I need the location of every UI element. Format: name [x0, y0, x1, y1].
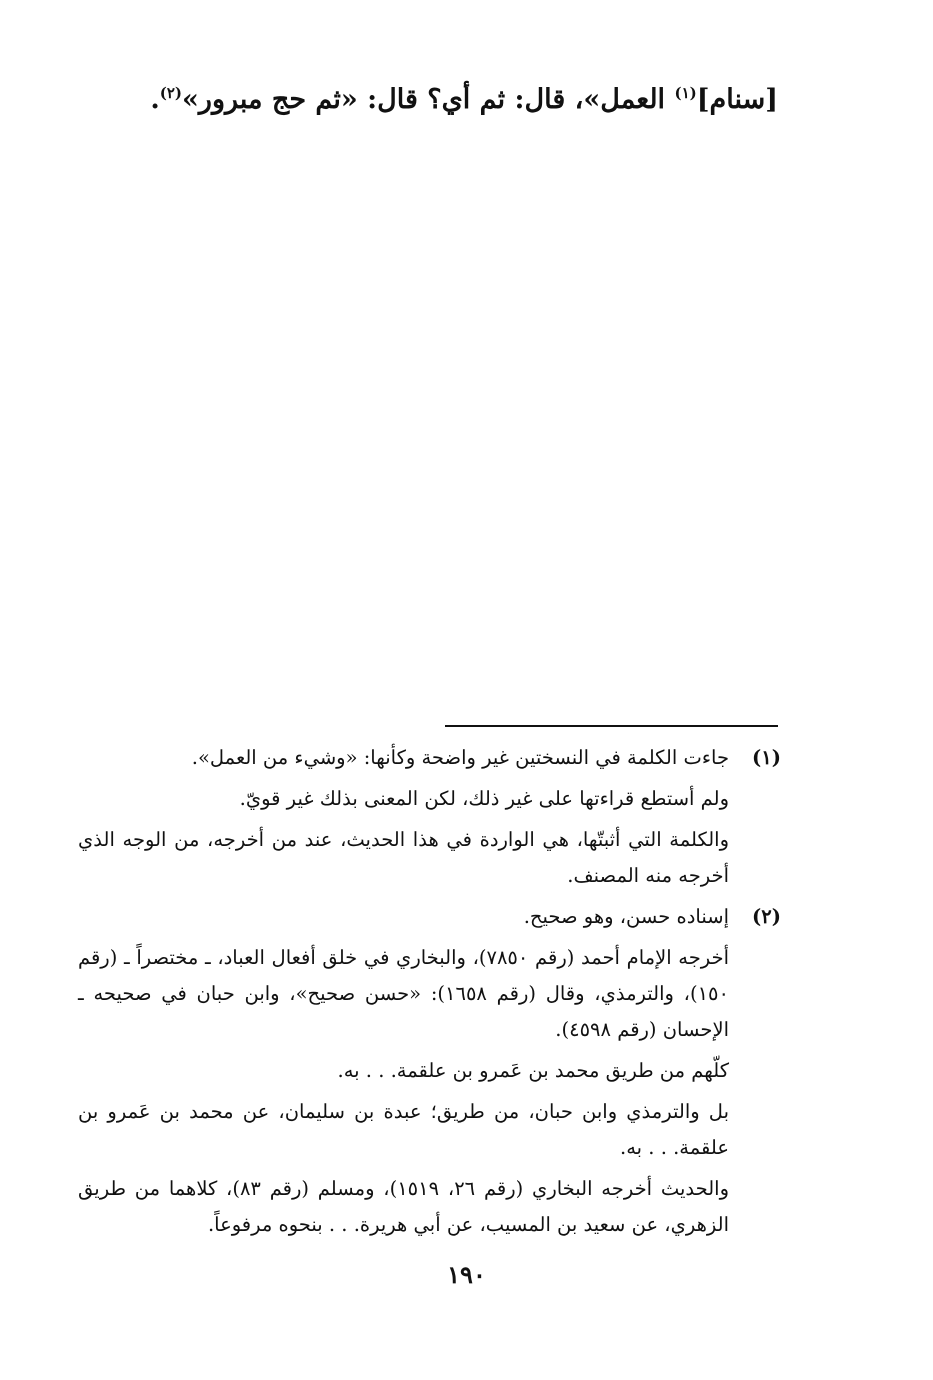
footnote-paragraph: ولم أستطع قراءتها على غير ذلك، لكن المعنى بذلك غير قويّ. [239, 787, 729, 810]
footnote-paragraph: أخرجه الإمام أحمد (رقم ٧٨٥٠)، والبخاري في خلق أفعال العباد، ـ مختصراً ـ (رقم ١٥٠)، والترمذي، وقال (رقم ١٦٥٨): «حسن صحيح»، وابن حبان في صحيحه ـ الإحسان (رقم ٤٥٩٨). [78, 946, 730, 1041]
footnotes-section [78, 740, 781, 1248]
footnote-2 [78, 899, 781, 1243]
footnote-number: (٢) [752, 905, 781, 928]
footnote-paragraph: بل والترمذي وابن حبان، من طريق؛ عبدة بن سليمان، عن محمد بن عَمرو بن علقمة. . . به. [78, 1100, 729, 1159]
footnote-reference-1: (١) [674, 84, 697, 102]
main-text-line [78, 78, 778, 122]
footnote-number: (١) [752, 746, 781, 769]
main-text-part-2: العمل»، قال: ثم أي؟ قال: «ثم حج مبرور» [182, 84, 675, 115]
footnote-paragraph: جاءت الكلمة في النسختين غير واضحة وكأنها: «وشيء من العمل». [191, 746, 729, 769]
page-number: ١٩٠ [447, 1260, 486, 1289]
footnote-1 [78, 740, 781, 894]
main-text-part-3: . [150, 84, 160, 115]
footnote-separator [445, 725, 778, 727]
footnote-paragraph: والحديث أخرجه البخاري (رقم ٢٦، ١٥١٩)، ومسلم (رقم ٨٣)، كلاهما من طريق الزهري، عن سعيد بن المسيب، عن أبي هريرة. . . بنحوه مرفوعاً. [78, 1177, 730, 1236]
footnote-paragraph: والكلمة التي أثبتّها، هي الواردة في هذا الحديث، عند من أخرجه، من الوجه الذي أخرجه منه المصنف. [78, 828, 729, 887]
footnote-paragraph: كلّهم من طريق محمد بن عَمرو بن علقمة. . . به. [337, 1059, 729, 1082]
footnote-paragraph: إسناده حسن، وهو صحيح. [523, 905, 729, 928]
main-text-part-1: [سنام] [696, 84, 778, 115]
footnote-reference-2: (٢) [159, 84, 183, 102]
